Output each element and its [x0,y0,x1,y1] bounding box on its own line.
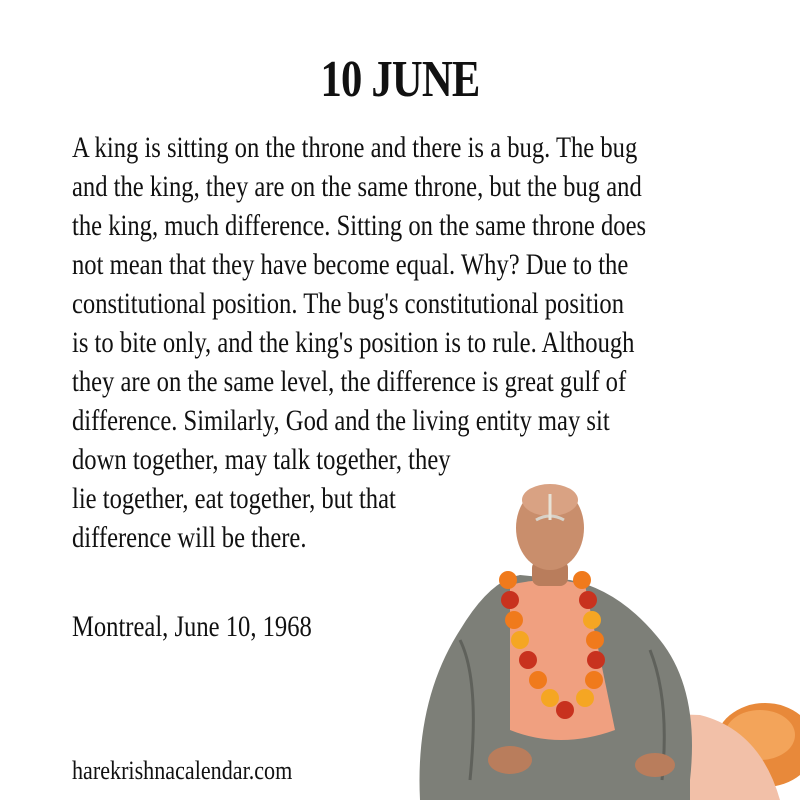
right-hand [635,753,675,777]
quote-line: constitutional position. The bug's constitutional position [72,287,625,320]
quote-line: they are on the same level, the difference is great gulf of [72,365,627,398]
left-hand [488,746,532,774]
quote-line: not mean that they have become equal. Why? Due to the [72,248,629,281]
quote-line: down together, may talk together, they [72,443,451,476]
quote-line: and the king, they are on the same throne, but the bug and [72,170,642,203]
quote-line: the king, much difference. Sitting on the same throne does [72,209,647,242]
seated-teacher-photo [400,480,800,800]
quote-line: lie together, eat together, but that [72,482,396,515]
page-title: 10 JUNE [320,51,480,108]
quote-source: Montreal, June 10, 1968 [72,610,312,643]
website-url: harekrishnacalendar.com [72,756,293,785]
quote-line: difference will be there. [72,521,307,554]
quote-line: is to bite only, and the king's position is to rule. Although [72,326,635,359]
quote-line: difference. Similarly, God and the living entity may sit [72,404,610,437]
quote-line: A king is sitting on the throne and there is a bug. The bug [72,131,638,164]
